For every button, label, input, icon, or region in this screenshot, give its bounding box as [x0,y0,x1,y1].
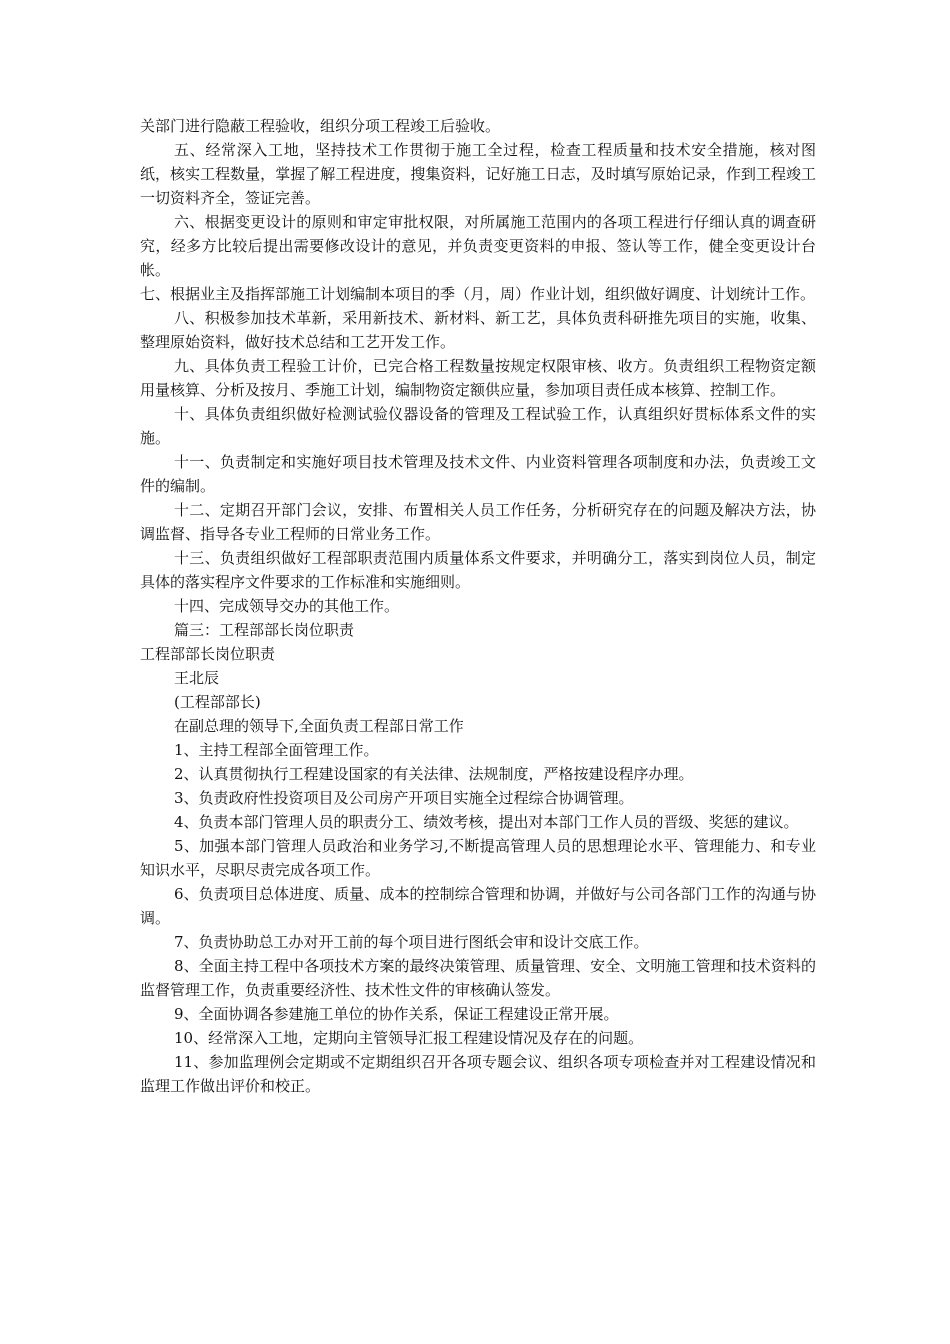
list-item: 6、负责项目总体进度、质量、成本的控制综合管理和协调，并做好与公司各部门工作的沟通与协调。 [140,885,816,927]
paragraph: 十三、负责组织做好工程部职责范围内质量体系文件要求，并明确分工，落实到岗位人员，制定具体的落实程序文件要求的工作标准和实施细则。 [140,549,816,591]
list-item: 8、全面主持工程中各项技术方案的最终决策管理、质量管理、安全、文明施工管理和技术资料的监督管理工作，负责重要经济性、技术性文件的审核确认签发。 [140,957,816,999]
paragraph: 十四、完成领导交办的其他工作。 [174,597,400,615]
list-item: 1、主持工程部全面管理工作。 [174,741,379,759]
paragraph: 十一、负责制定和实施好项目技术管理及技术文件、内业资料管理各项制度和办法，负责竣工文件的编制。 [140,453,816,495]
document-page [140,114,816,1098]
paragraph: 七、根据业主及指挥部施工计划编制本项目的季（月，周）作业计划，组织做好调度、计划统计工作。 [140,285,816,303]
author-name: 王北辰 [174,669,220,687]
list-item: 2、认真贯彻执行工程建设国家的有关法律、法规制度，严格按建设程序办理。 [174,765,694,783]
paragraph: 在副总理的领导下,全面负责工程部日常工作 [174,717,464,735]
paragraph: 五、经常深入工地，坚持技术工作贯彻于施工全过程，检查工程质量和技术安全措施，核对图纸，核实工程数量，掌握了解工程进度，搜集资料，记好施工日志，及时填写原始记录，作到工程竣工一切资料齐全，签证完善。 [140,141,816,207]
list-item: 9、全面协调各参建施工单位的协作关系，保证工程建设正常开展。 [174,1005,619,1023]
paragraph: 六、根据变更设计的原则和审定审批权限，对所属施工范围内的各项工程进行仔细认真的调查研究，经多方比较后提出需要修改设计的意见，并负责变更资料的申报、签认等工作，健全变更设计台帐。 [140,213,816,279]
paragraph: 十二、定期召开部门会议，安排、布置相关人员工作任务，分析研究存在的问题及解决方法，协调监督、指导各专业工程师的日常业务工作。 [140,501,816,543]
list-item: 5、加强本部门管理人员政治和业务学习,不断提高管理人员的思想理论水平、管理能力、和专业知识水平，尽职尽责完成各项工作。 [140,837,816,879]
section-heading: 篇三：工程部部长岗位职责 [174,621,355,639]
paragraph: 关部门进行隐蔽工程验收，组织分项工程竣工后验收。 [140,117,501,135]
paragraph: 九、具体负责工程验工计价，已完合格工程数量按规定权限审核、收方。负责组织工程物资定额用量核算、分析及按月、季施工计划，编制物资定额供应量，参加项目责任成本核算、控制工作。 [140,357,816,399]
list-item: 7、负责协助总工办对开工前的每个项目进行图纸会审和设计交底工作。 [174,933,649,951]
list-item: 4、负责本部门管理人员的职责分工、绩效考核，提出对本部门工作人员的晋级、奖惩的建议。 [174,813,799,831]
list-item: 3、负责政府性投资项目及公司房产开项目实施全过程综合协调管理。 [174,789,634,807]
list-item: 11、参加监理例会定期或不定期组织召开各项专题会议、组织各项专项检查并对工程建设情况和监理工作做出评价和校正。 [140,1053,816,1095]
list-item: 10、经常深入工地，定期向主管领导汇报工程建设情况及存在的问题。 [174,1029,644,1047]
author-position: (工程部部长) [174,693,261,711]
document-title: 工程部部长岗位职责 [140,645,276,663]
paragraph: 十、具体负责组织做好检测试验仪器设备的管理及工程试验工作，认真组织好贯标体系文件的实施。 [140,405,816,447]
paragraph: 八、积极参加技术革新，采用新技术、新材料、新工艺，具体负责科研推先项目的实施，收集、整理原始资料，做好技术总结和工艺开发工作。 [140,309,816,351]
